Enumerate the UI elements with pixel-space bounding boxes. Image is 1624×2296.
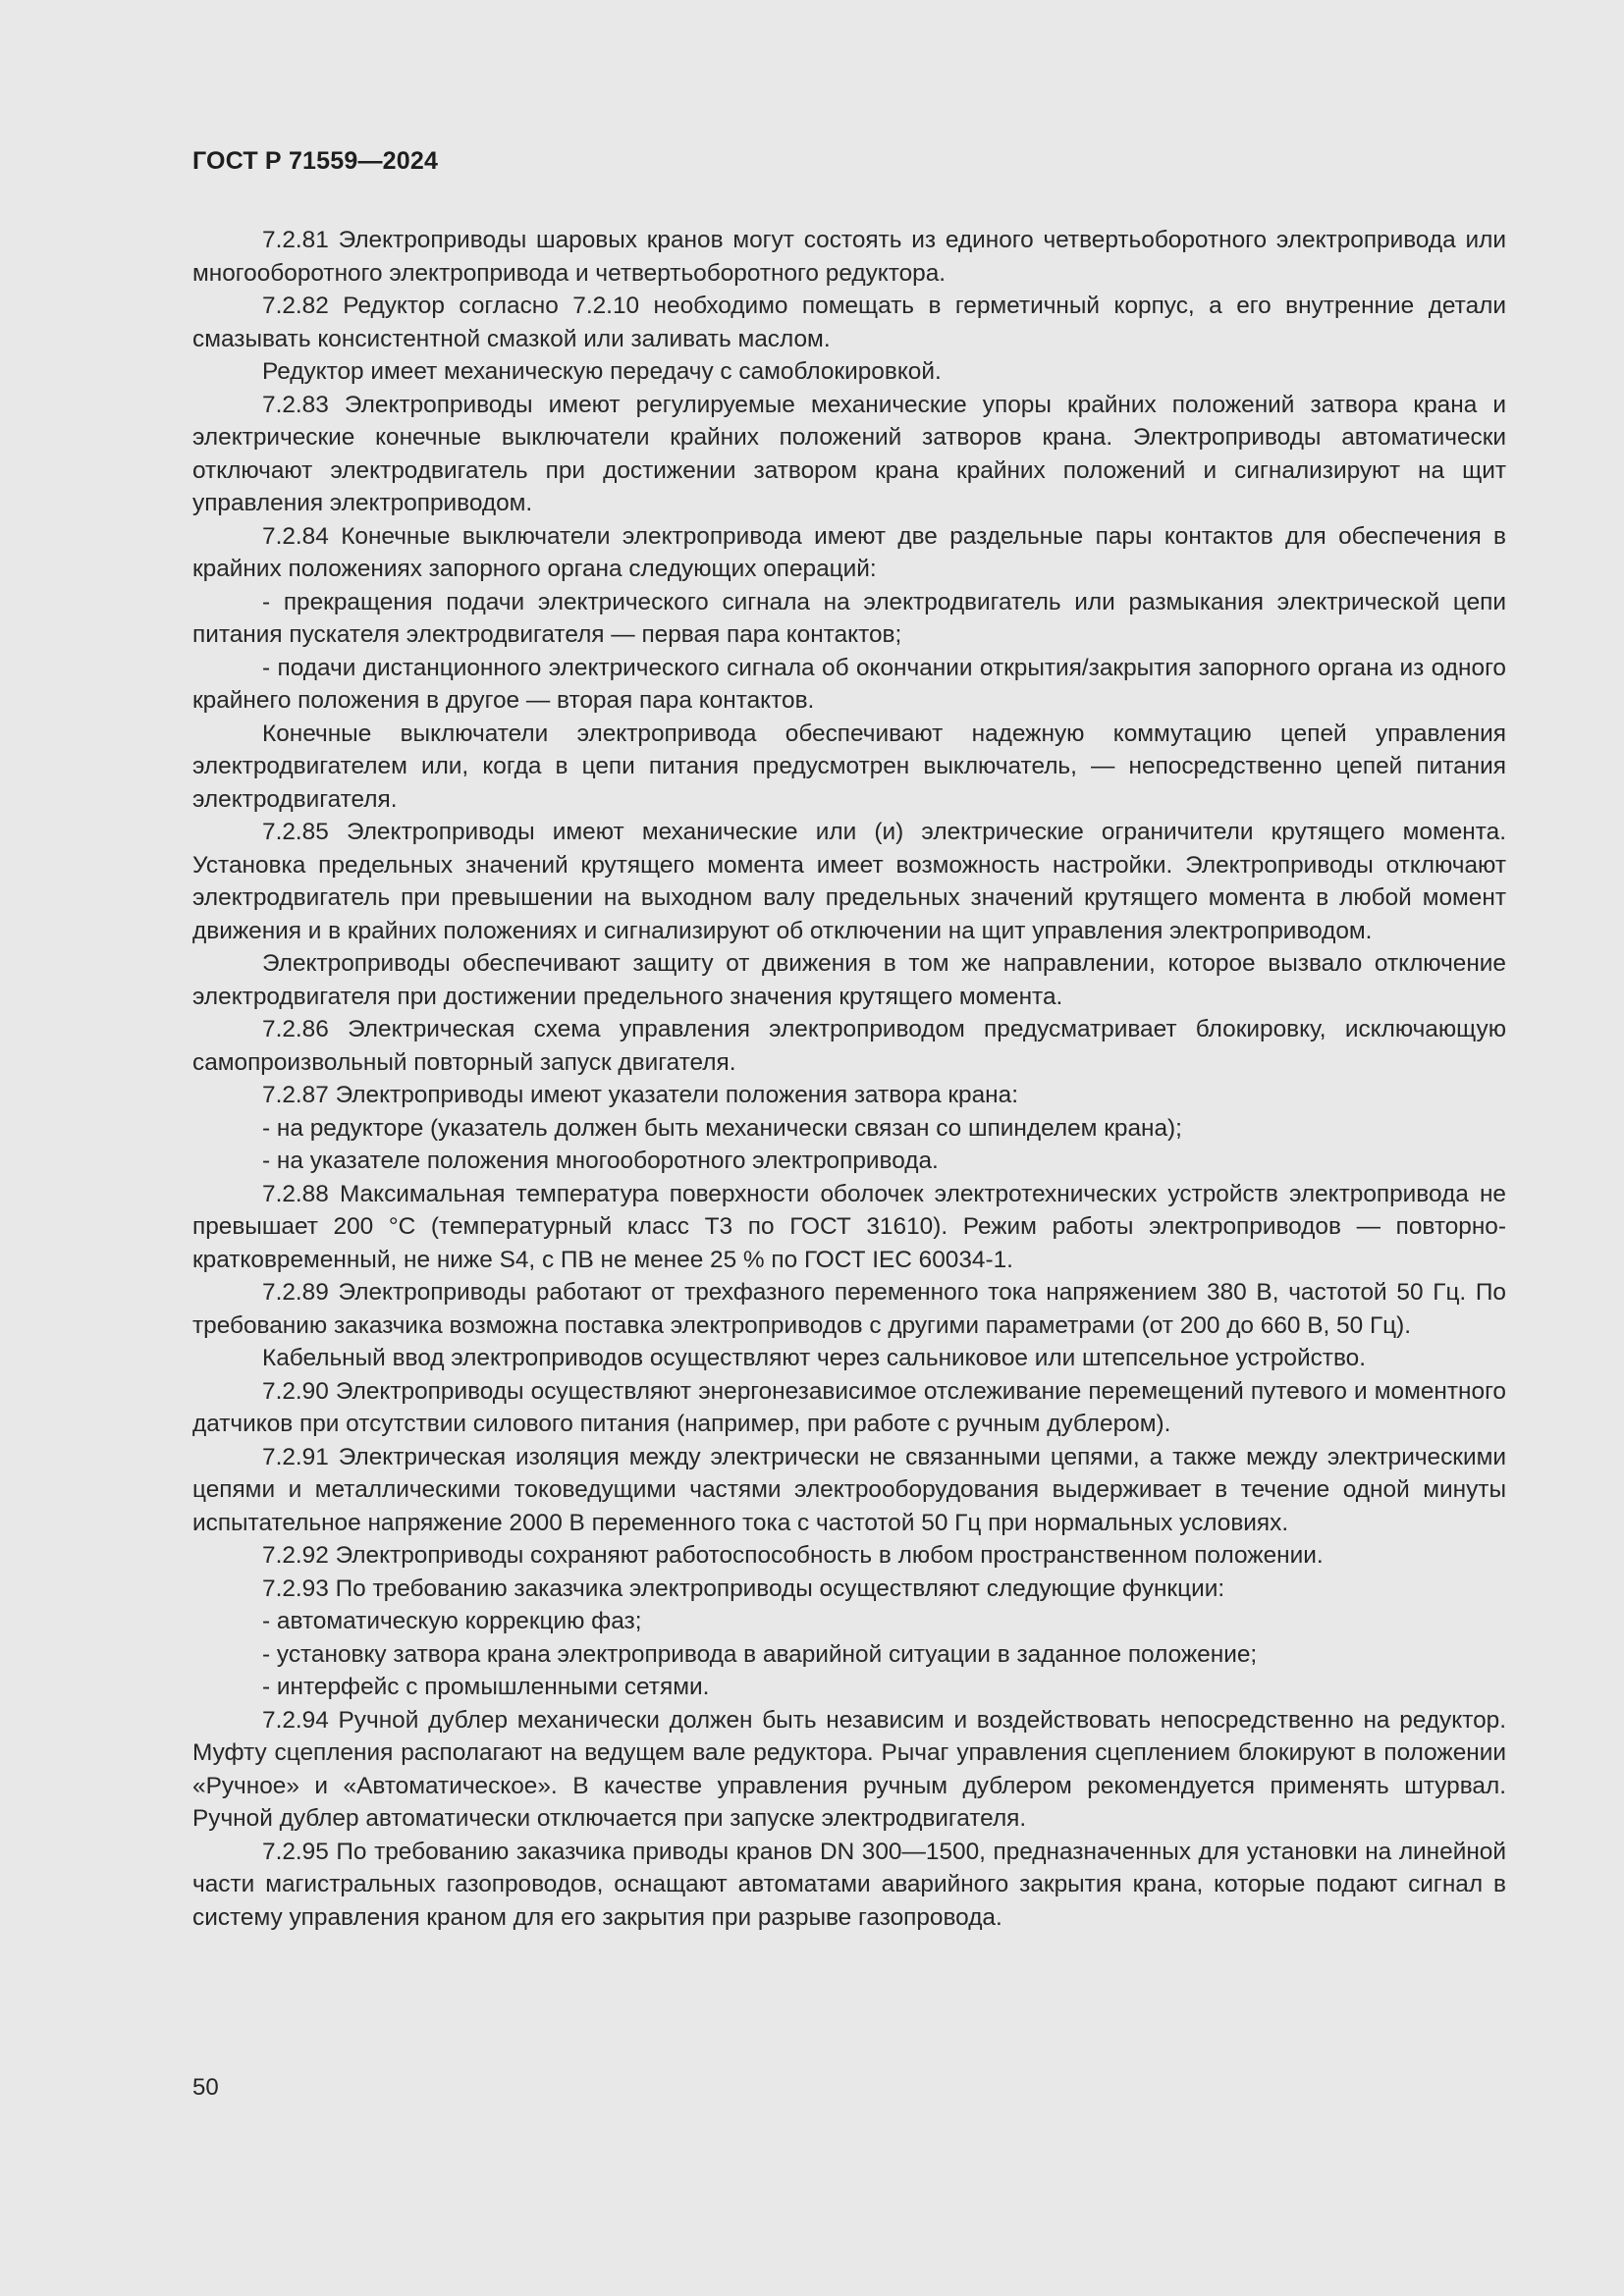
paragraph-7-2-81: 7.2.81 Электроприводы шаровых кранов могут состоять из единого четвертьоборотного электропривода или многооборотного электропривода и четвертьоборотного редуктора. — [192, 227, 1506, 287]
page-number: 50 — [192, 2074, 219, 2101]
paragraph-7-2-82: 7.2.82 Редуктор согласно 7.2.10 необходимо помещать в герметичный корпус, а его внутренние детали смазывать консистентной смазкой или заливать маслом. — [192, 293, 1506, 352]
list-item-first-contact-pair: - прекращения подачи электрического сигнала на электродвигатель или размыкания электрической цепи питания пускателя электродвигателя — первая пара контактов; — [192, 588, 1506, 648]
list-item-second-contact-pair: - подачи дистанционного электрического сигнала об окончании открытия/закрытия запорного органа из одного крайнего положения в другое — вторая пара контактов. — [192, 654, 1506, 714]
list-item-reducer-indicator: - на редукторе (указатель должен быть механически связан со шпинделем крана); — [262, 1114, 1182, 1142]
paragraph-7-2-84: 7.2.84 Конечные выключатели электропривода имеют две раздельные пары контактов для обеспечения в крайних положениях запорного органа следующих операций: — [192, 522, 1506, 582]
paragraph-reducer-self-locking: Редуктор имеет механическую передачу с самоблокировкой. — [262, 358, 942, 385]
paragraph-7-2-88: 7.2.88 Максимальная температура поверхности оболочек электротехнических устройств электропривода не превышает 200 °С (температурный класс Т3 по ГОСТ 31610). Режим работы электроприводов — повторно-кратковременный, не ниже S4, с ПВ не менее 25 % по ГОСТ IEC 60034-1. — [192, 1180, 1506, 1273]
paragraph-7-2-83: 7.2.83 Электроприводы имеют регулируемые механические упоры крайних положений затвора крана и электрические конечные выключатели крайних положений затворов крана. Электроприводы автоматически отключают электродвигатель при достижении затвором крана крайних положений и сигнализируют на щит управления электроприводом. — [192, 391, 1506, 516]
paragraph-limit-switches: Конечные выключатели электропривода обеспечивают надежную коммутацию цепей управления электродвигателем или, когда в цепи питания предусмотрен выключатель, — непосредственно цепей питания электродвигателя. — [192, 720, 1506, 813]
paragraph-7-2-95: 7.2.95 По требованию заказчика приводы кранов DN 300—1500, предназначенных для установки на линейной части магистральных газопроводов, оснащают автоматами аварийного закрытия крана, которые подают сигнал в систему управления краном для его закрытия при разрыве газопровода. — [192, 1838, 1506, 1931]
paragraph-7-2-93: 7.2.93 По требованию заказчика электроприводы осуществляют следующие функции: — [262, 1575, 1225, 1602]
paragraph-7-2-85: 7.2.85 Электроприводы имеют механические или (и) электрические ограничители крутящего момента. Установка предельных значений крутящего момента имеет возможность настройки. Электроприводы отключают электродвигатель при превышении на выходном валу предельных значений крутящего момента в любой момент движения и в крайних положениях и сигнализируют об отключении на щит управления электроприводом. — [192, 819, 1506, 944]
paragraph-7-2-94: 7.2.94 Ручной дублер механически должен быть независим и воздействовать непосредственно на редуктор. Муфту сцепления располагают на ведущем вале редуктора. Рычаг управления сцеплением блокируют в положении «Ручное» и «Автоматическое». В качестве управления ручным дублером рекомендуется применять штурвал. Ручной дублер автоматически отключается при запуске электродвигателя. — [192, 1706, 1506, 1832]
paragraph-motion-protection: Электроприводы обеспечивают защиту от движения в том же направлении, которое вызвало отключение электродвигателя при достижении предельного значения крутящего момента. — [192, 950, 1506, 1010]
list-item-phase-correction: - автоматическую коррекцию фаз; — [262, 1608, 642, 1634]
list-item-industrial-networks: - интерфейс с промышленными сетями. — [262, 1674, 710, 1700]
paragraph-cable-entry: Кабельный ввод электроприводов осуществляют через сальниковое или штепсельное устройство. — [262, 1345, 1366, 1371]
paragraph-7-2-86: 7.2.86 Электрическая схема управления электроприводом предусматривает блокировку, исключающую самопроизвольный повторный запуск двигателя. — [192, 1016, 1506, 1076]
document-body — [192, 224, 1506, 1934]
paragraph-7-2-90: 7.2.90 Электроприводы осуществляют энергонезависимое отслеживание перемещений путевого и моментного датчиков при отсутствии силового питания (например, при работе с ручным дублером). — [192, 1377, 1506, 1437]
document-header-code: ГОСТ Р 71559—2024 — [192, 147, 439, 175]
paragraph-7-2-89: 7.2.89 Электроприводы работают от трехфазного переменного тока напряжением 380 В, частотой 50 Гц. По требованию заказчика возможна поставка электроприводов с другими параметрами (от 200 до 660 В, 50 Гц). — [192, 1279, 1506, 1339]
list-item-emergency-position: - установку затвора крана электропривода в аварийной ситуации в заданное положение; — [262, 1640, 1258, 1668]
list-item-multiturn-indicator: - на указателе положения многооборотного электропривода. — [262, 1148, 939, 1174]
paragraph-7-2-91: 7.2.91 Электрическая изоляция между электрически не связанными цепями, а также между электрическими цепями и металлическими токоведущими частями электрооборудования выдерживает в течение одной минуты испытательное напряжение 2000 В переменного тока с частотой 50 Гц при нормальных условиях. — [192, 1443, 1506, 1536]
paragraph-7-2-92: 7.2.92 Электроприводы сохраняют работоспособность в любом пространственном положении. — [262, 1542, 1324, 1569]
paragraph-7-2-87: 7.2.87 Электроприводы имеют указатели положения затвора крана: — [262, 1082, 1018, 1108]
